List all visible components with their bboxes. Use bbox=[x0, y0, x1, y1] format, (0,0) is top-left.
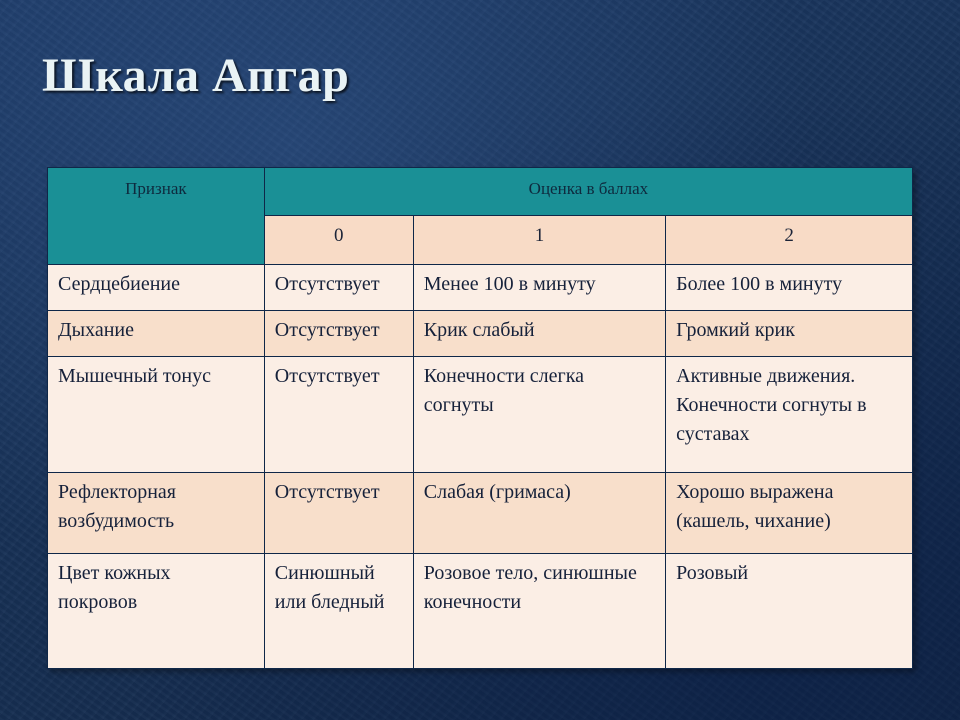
slide-title: Шкала Апгар bbox=[42, 49, 350, 102]
score-1-cell: Слабая (гримаса) bbox=[413, 473, 665, 554]
score-1-cell: Конечности слегка согнуты bbox=[413, 357, 665, 473]
apgar-table bbox=[47, 167, 913, 669]
table-row bbox=[48, 357, 913, 473]
header-score-2: 2 bbox=[666, 216, 913, 265]
score-2-cell: Активные движения. Конечности согнуты в суставах bbox=[666, 357, 913, 473]
score-0-cell: Отсутствует bbox=[264, 473, 413, 554]
table-row bbox=[48, 554, 913, 669]
feature-cell: Сердцебиение bbox=[48, 265, 265, 311]
score-0-cell: Отсутствует bbox=[264, 357, 413, 473]
header-feature: Признак bbox=[48, 168, 265, 265]
table-row bbox=[48, 265, 913, 311]
score-0-cell: Отсутствует bbox=[264, 265, 413, 311]
score-1-cell: Крик слабый bbox=[413, 311, 665, 357]
header-score-0: 0 bbox=[264, 216, 413, 265]
score-0-cell: Отсутствует bbox=[264, 311, 413, 357]
table-row bbox=[48, 473, 913, 554]
header-score-1: 1 bbox=[413, 216, 665, 265]
score-1-cell: Розовое тело, синюшные конечности bbox=[413, 554, 665, 669]
header-score-group: Оценка в баллах bbox=[264, 168, 912, 216]
feature-cell: Рефлекторная возбудимость bbox=[48, 473, 265, 554]
feature-cell: Дыхание bbox=[48, 311, 265, 357]
score-2-cell: Более 100 в минуту bbox=[666, 265, 913, 311]
score-2-cell: Хорошо выражена (кашель, чихание) bbox=[666, 473, 913, 554]
score-2-cell: Громкий крик bbox=[666, 311, 913, 357]
feature-cell: Мышечный тонус bbox=[48, 357, 265, 473]
score-2-cell: Розовый bbox=[666, 554, 913, 669]
feature-cell: Цвет кожных покровов bbox=[48, 554, 265, 669]
table-row bbox=[48, 311, 913, 357]
score-1-cell: Менее 100 в минуту bbox=[413, 265, 665, 311]
score-0-cell: Синюшный или бледный bbox=[264, 554, 413, 669]
